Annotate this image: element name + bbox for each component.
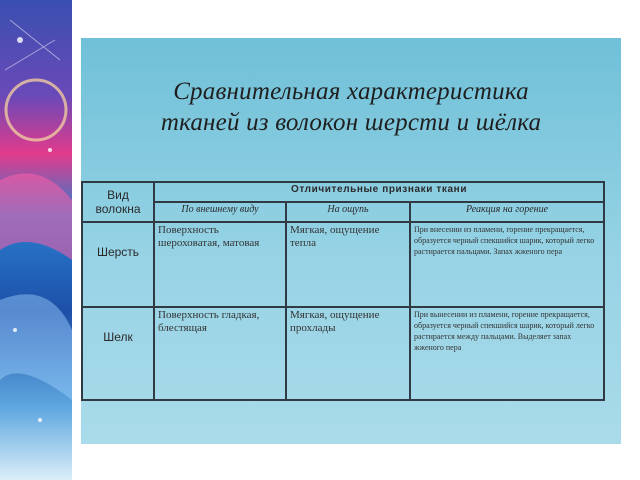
- column-header-touch: На ощупь: [286, 202, 410, 222]
- corner-line-2: волокна: [95, 202, 141, 216]
- corner-line-1: Вид: [107, 188, 129, 202]
- title-line-1: Сравнительная характеристика: [173, 78, 529, 105]
- slide-panel: [81, 38, 621, 444]
- table-row: [82, 222, 604, 307]
- title-line-2: тканей из волокон шерсти и шёлка: [160, 109, 542, 136]
- cell-burning: При вынесении из пламени, горение прекращается, образуется черный спекшийся шарик, который легко растирается между пальцами. Выделяет запах жженого пера: [410, 307, 604, 400]
- column-header-appearance: По внешнему виду: [154, 202, 286, 222]
- comparison-table: [81, 181, 605, 401]
- row-fiber-name: Шелк: [82, 307, 154, 400]
- group-header: Отличительные признаки ткани: [154, 182, 604, 202]
- row-fiber-name: Шерсть: [82, 222, 154, 307]
- slide-title: [81, 76, 621, 138]
- cell-burning: При внесении из пламени, горение прекращается, образуется черный спекшийся шарик, который легко растирается пальцами. Запах жженого пера: [410, 222, 604, 307]
- cell-touch: Мягкая, ощущение тепла: [286, 222, 410, 307]
- cell-touch: Мягкая, ощущение прохлады: [286, 307, 410, 400]
- table-row: [82, 307, 604, 400]
- fiber-type-header: [82, 182, 154, 222]
- abstract-floral-pattern: [0, 0, 72, 480]
- cell-appearance: Поверхность гладкая, блестящая: [154, 307, 286, 400]
- decorative-side-panel: [0, 0, 72, 480]
- column-header-burning: Реакция на горение: [410, 202, 604, 222]
- cell-appearance: Поверхность шероховатая, матовая: [154, 222, 286, 307]
- comparison-table-wrapper: [81, 181, 603, 401]
